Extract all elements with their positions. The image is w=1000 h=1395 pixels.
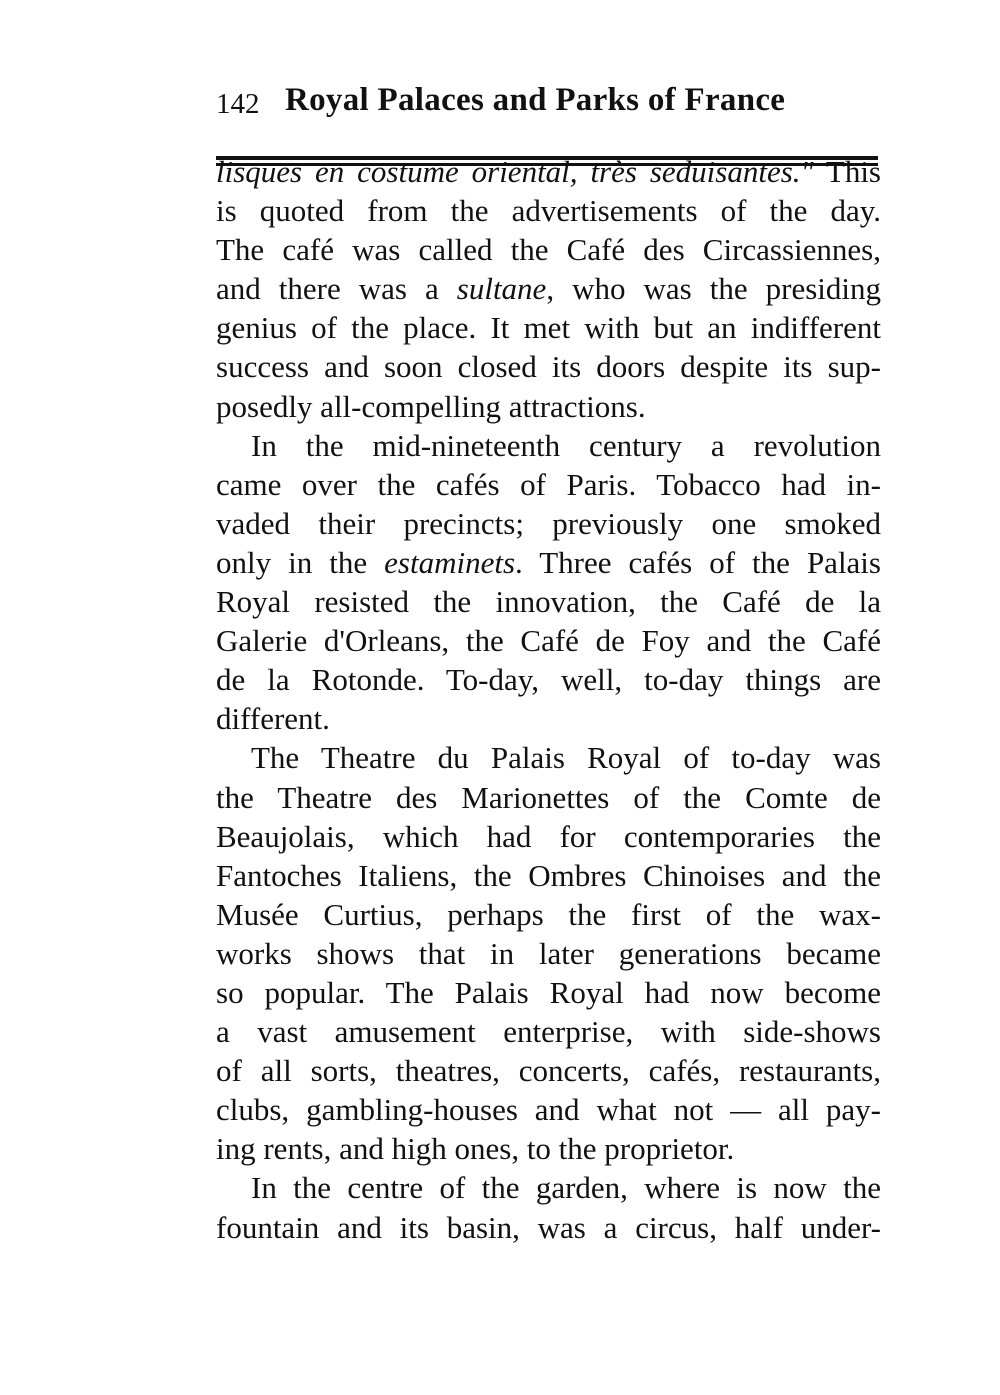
text-line bbox=[216, 1168, 881, 1207]
text-line bbox=[216, 152, 881, 191]
text-segment: ing rents, and high ones, to the proprietor. bbox=[216, 1131, 735, 1167]
text-segment: different. bbox=[216, 701, 330, 737]
text-segment: de la Rotonde. To-day, well, to-day things are bbox=[216, 662, 881, 698]
text-line bbox=[216, 856, 881, 895]
text-segment: clubs, gambling-houses and what not — all pay- bbox=[216, 1092, 881, 1128]
text-line bbox=[216, 582, 881, 621]
text-line bbox=[216, 660, 881, 699]
text-segment: Galerie d'Orleans, the Café de Foy and the Café bbox=[216, 623, 881, 659]
text-line bbox=[216, 1208, 881, 1247]
text-line bbox=[216, 895, 881, 934]
text-segment: so popular. The Palais Royal had now become bbox=[216, 974, 881, 1010]
text-segment: In the mid-nineteenth century a revolution bbox=[251, 427, 881, 463]
text-segment: and there was a bbox=[216, 271, 457, 307]
page-body bbox=[216, 152, 881, 1247]
text-line bbox=[216, 347, 881, 386]
text-segment: came over the cafés of Paris. Tobacco had in- bbox=[216, 466, 881, 502]
text-segment: success and soon closed its doors despite its sup- bbox=[216, 349, 881, 385]
text-line bbox=[216, 1051, 881, 1090]
text-segment: works shows that in later generations became bbox=[216, 935, 881, 971]
italic-text: lisques en costume oriental, très seduisantes." bbox=[216, 154, 814, 189]
text-segment: Musée Curtius, perhaps the first of the wax- bbox=[216, 896, 881, 932]
text-segment: Beaujolais, which had for contemporaries the bbox=[216, 818, 881, 854]
text-line bbox=[216, 1012, 881, 1051]
running-title: Royal Palaces and Parks of France bbox=[285, 82, 786, 118]
text-segment: is quoted from the advertisements of the day. bbox=[216, 193, 881, 229]
text-segment: the Theatre des Marionettes of the Comte de bbox=[216, 779, 881, 815]
page-number: 142 bbox=[216, 88, 260, 120]
text-line bbox=[216, 543, 881, 582]
text-segment: fountain and its basin, was a circus, half under- bbox=[216, 1209, 881, 1245]
text-line bbox=[216, 738, 881, 777]
text-line bbox=[216, 973, 881, 1012]
text-line bbox=[216, 1129, 881, 1168]
text-line bbox=[216, 191, 881, 230]
text-segment: , who was the presiding bbox=[546, 271, 881, 307]
italic-text: estaminets bbox=[384, 544, 516, 580]
text-line bbox=[216, 504, 881, 543]
text-segment: In the centre of the garden, where is now the bbox=[251, 1170, 881, 1206]
text-segment: only in the bbox=[216, 544, 385, 580]
running-header bbox=[216, 82, 878, 126]
text-line bbox=[216, 1090, 881, 1129]
text-line bbox=[216, 465, 881, 504]
text-segment: a vast amusement enterprise, with side-shows bbox=[216, 1014, 881, 1050]
text-segment: . Three cafés of the Palais bbox=[515, 544, 881, 580]
text-segment: posedly all-compelling attractions. bbox=[216, 388, 646, 424]
text-line bbox=[216, 308, 881, 347]
text-line bbox=[216, 269, 881, 308]
text-segment: of all sorts, theatres, concerts, cafés, restaurants, bbox=[216, 1053, 881, 1089]
text-line bbox=[216, 934, 881, 973]
italic-text: sultane bbox=[456, 271, 547, 307]
text-segment: Fantoches Italiens, the Ombres Chinoises and the bbox=[216, 857, 881, 893]
text-line bbox=[216, 230, 881, 269]
text-segment: The café was called the Café des Circassiennes, bbox=[216, 232, 881, 268]
text-segment: Royal resisted the innovation, the Café de la bbox=[216, 584, 881, 620]
text-line bbox=[216, 699, 881, 738]
text-line bbox=[216, 778, 881, 817]
text-line bbox=[216, 621, 881, 660]
text-line bbox=[216, 426, 881, 465]
text-line bbox=[216, 817, 881, 856]
text-segment: The Theatre du Palais Royal of to-day was bbox=[251, 740, 881, 776]
text-segment: genius of the place. It met with but an indifferent bbox=[216, 310, 881, 346]
text-segment: vaded their precincts; previously one smoked bbox=[216, 505, 881, 541]
text-segment: This bbox=[813, 154, 881, 189]
text-line bbox=[216, 387, 881, 426]
